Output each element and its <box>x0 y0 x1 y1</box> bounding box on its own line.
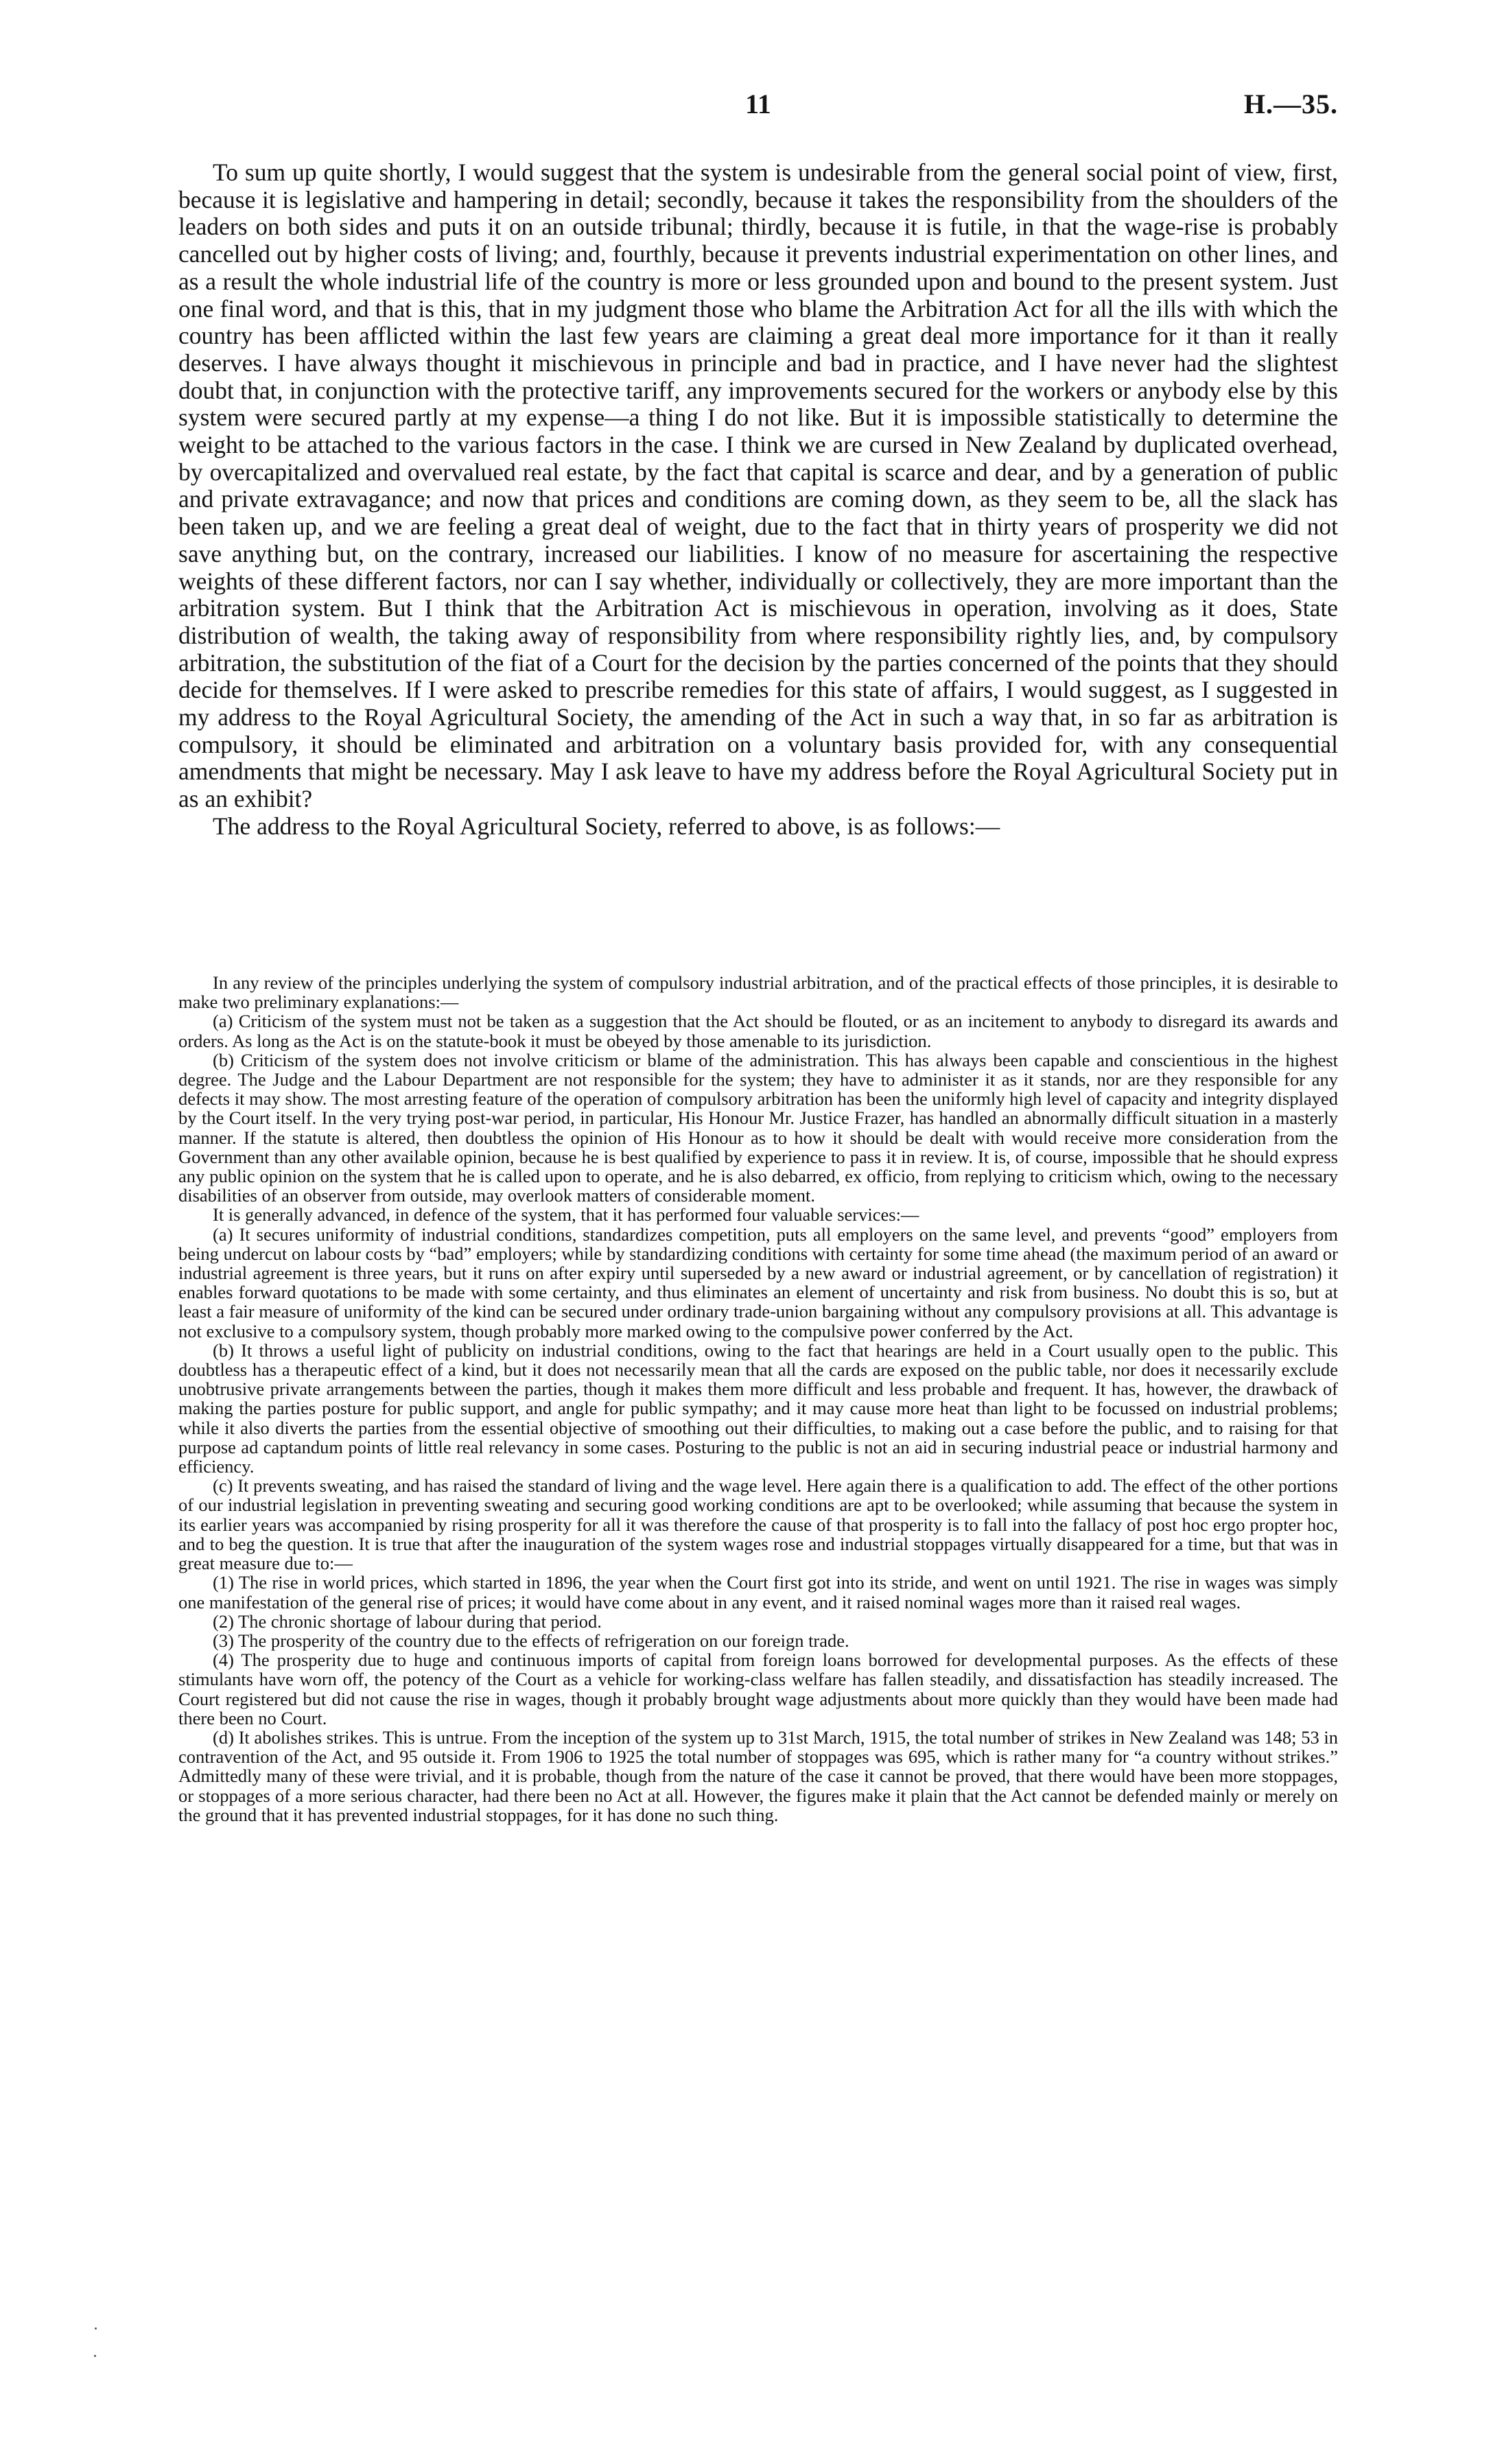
page-number: 11 <box>745 89 771 119</box>
quote-paragraph: It is generally advanced, in defence of the system, that it has performed four valuable services:— <box>213 1204 919 1225</box>
quoted-address <box>178 973 1338 1824</box>
quote-paragraph: In any review of the principles underlying the system of compulsory industrial arbitration, and of the practical effects of those principles, it is desirable to make two preliminary explanations:— <box>178 972 1338 1013</box>
quote-paragraph: (1) The rise in world prices, which started in 1896, the year when the Court first got into its stride, and went on until 1921. The rise in wages was simply one manifestation of the general rise of prices; it would have come about in any event, and it raised nominal wages more than it raised real wages. <box>178 1572 1338 1612</box>
body-paragraph: To sum up quite shortly, I would suggest that the system is undesirable from the general social point of view, first, because it is legislative and hampering in detail; secondly, because it takes the responsibility from the shoulders of the leaders on both sides and puts it on an outside tribunal; thirdly, because it is futile, in that the wage-rise is probably cancelled out by higher costs of living; and, fourthly, because it prevents industrial experimentation on other lines, and as a result the whole industrial life of the country is more or less grounded upon and bound to the present system. Just one final word, and that is this, that in my judgment those who blame the Arbitration Act for all the ills with which the country has been afflicted within the last few years are claiming a great deal more importance for it than it really deserves. I have always thought it mischievous in principle and bad in practice, and I have never had the slightest doubt that, in conjunction with the protective tariff, any improvements secured for the workers or anybody else by this system were secured partly at my expense—a thing I do not like. But it is impossible statistically to determine the weight to be attached to the various factors in the case. I think we are cursed in New Zealand by duplicated overhead, by overcapitalized and overvalued real estate, by the fact that capital is scarce and dear, and by a generation of public and private extravagance; and now that prices and conditions are coming down, as they seem to be, all the slack has been taken up, and we are feeling a great deal of weight, due to the fact that in thirty years of prosperity we did not save anything but, on the contrary, increased our liabilities. I know of no measure for ascertaining the respective weights of these different factors, nor can I say whether, individually or collectively, they are more important than the arbitration system. But I think that the Arbitration Act is mischievous in operation, involving as it does, State distribution of wealth, the taking away of responsibility from where responsibility rightly lies, and, by compulsory arbitration, the substitution of the fiat of a Court for the decision by the parties concerned of the points that they should decide for themselves. If I were asked to prescribe remedies for this state of affairs, I would suggest, as I suggested in my address to the Royal Agricultural Society, the amending of the Act in such a way that, in so far as arbitration is compulsory, it should be eliminated and arbitration on a voluntary basis provided for, with any consequential amendments that might be necessary. May I ask leave to have my address before the Royal Agricultural Society put in as an exhibit? <box>178 159 1338 813</box>
document-reference: H.—35. <box>1243 89 1338 119</box>
quote-paragraph: (2) The chronic shortage of labour during that period. <box>213 1610 602 1632</box>
page-header <box>178 88 1338 129</box>
quote-paragraph: (c) It prevents sweating, and has raised the standard of living and the wage level. Here again there is a qualification to add. The effect of the other portions of our industrial legislation in preventing sweating and securing good working conditions are apt to be overlooked; while assuming that because the system in its earlier years was accompanied by rising prosperity for all it was therefore the cause of that prosperity is to fall into the fallacy of post hoc ergo propter hoc, and to beg the question. It is true that after the inauguration of the system wages rose and industrial stoppages virtually disappeared for a time, but that was in great measure due to:— <box>178 1475 1338 1574</box>
quote-paragraph: (b) It throws a useful light of publicity on industrial conditions, owing to the fact that hearings are held in a Court usually open to the public. This doubtless has a therapeutic effect of a kind, but it does not necessarily mean that all the cards are exposed on the public table, nor does it necessarily exclude unobtrusive private arrangements between the parties, though it makes them more difficult and less probable and frequent. It has, however, the drawback of making the parties posture for public support, and angle for public sympathy; and it may cause more heat than light to be focussed on industrial problems; while it also diverts the parties from the essential objective of smoothing out their difficulties, to making out a case before the public, and to raising for that purpose ad captandum points of little real relevancy in some cases. Posturing to the public is not an aid in securing industrial peace or industrial harmony and efficiency. <box>178 1339 1338 1477</box>
quote-paragraph: (a) Criticism of the system must not be taken as a suggestion that the Act should be flouted, or as an incitement to anybody to disregard its awards and orders. As long as the Act is on the statute-book it must be obeyed by those amenable to its jurisdiction. <box>178 1011 1338 1051</box>
scan-speck <box>94 2355 96 2357</box>
quote-paragraph: (3) The prosperity of the country due to the effects of refrigeration on our foreign trade. <box>213 1630 849 1651</box>
main-body <box>178 159 1338 841</box>
quote-paragraph: (b) Criticism of the system does not involve criticism or blame of the administration. This has always been capable and conscientious in the highest degree. The Judge and the Labour Department are not responsible for the system; they have to administer it as it stands, nor are they responsible for any defects it may show. The most arresting feature of the operation of compulsory arbitration has been the uniformly high level of capacity and integrity displayed by the Court itself. In the very trying post-war period, in particular, His Honour Mr. Justice Frazer, has handled an abnormally difficult situation in a masterly manner. If the statute is altered, then doubtless the opinion of His Honour as to how it should be dealt with would receive more consideration from the Government than any other available opinion, because he is best qualified by experience to pass it in review. It is, of course, impossible that he should express any public opinion on the system that he is called upon to operate, and he is also debarred, ex officio, from replying to criticism which, owing to the necessary disabilities of an observer from outside, may overlook matters of considerable moment. <box>178 1049 1338 1206</box>
body-paragraph: The address to the Royal Agricultural Society, referred to above, is as follows:— <box>213 812 1000 840</box>
quote-paragraph: (d) It abolishes strikes. This is untrue. From the inception of the system up to 31st March, 1915, the total number of strikes in New Zealand was 148; 53 in contravention of the Act, and 95 outside it. From 1906 to 1925 the total number of stoppages was 695, which is rather many for “a country without strikes.” Admittedly many of these were trivial, and it is probable, though from the nature of the case it cannot be proved, that there would have been more stoppages, or stoppages of a more serious character, had there been no Act at all. However, the figures make it plain that the Act cannot be defended mainly or merely on the ground that it has prevented industrial stoppages, for it has done no such thing. <box>178 1726 1338 1825</box>
quote-paragraph: (4) The prosperity due to huge and continuous imports of capital from foreign loans borrowed for developmental purposes. As the effects of these stimulants have worn off, the potency of the Court as a vehicle for working-class welfare has fallen steadily, and dissatisfaction has steadily increased. The Court registered but did not cause the rise in wages, though it probably brought wage adjustments about more quickly than they would have been made had there been no Court. <box>178 1650 1338 1728</box>
scan-speck <box>95 2327 97 2330</box>
quote-paragraph: (a) It secures uniformity of industrial conditions, standardizes competition, puts all employers on the same level, and prevents “good” employers from being undercut on labour costs by “bad” employers; while by standardizing conditions with certainty for some time ahead (the maximum period of an award or industrial agreement is three years, but it runs on after expiry until superseded by a new award or industrial agreement, or by cancellation of registration) it enables forward quotations to be made with some certainty, and thus eliminates an element of uncertainty and risk from business. No doubt this is so, but at least a fair measure of uniformity of the kind can be secured under ordinary trade-union bargaining without any compulsory provisions at all. This advantage is not exclusive to a compulsory system, though probably more marked owing to the compulsive power conferred by the Act. <box>178 1223 1338 1341</box>
